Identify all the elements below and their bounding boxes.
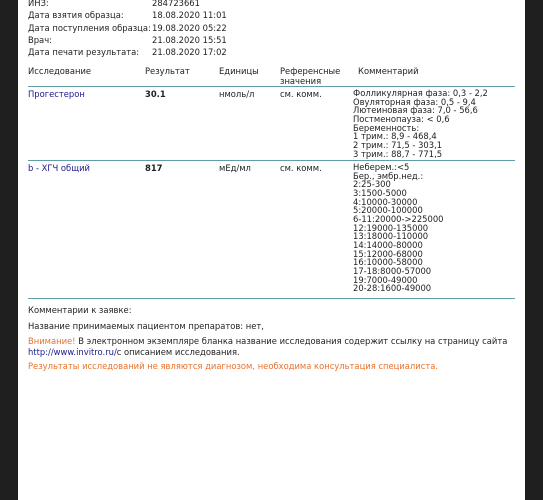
comment-line: 12:19000-135000 [353,222,429,233]
unit: мЕд/мл [219,163,251,173]
sample-taken-value: 18.08.2020 11:01 [152,10,227,20]
comment-line: 4:10000-30000 [353,196,418,207]
comment-line: Лютеиновая фаза: 7,0 - 56,6 [353,105,478,116]
comment-line: Беременность: [353,122,420,133]
comment-line: 3:1500-5000 [353,187,407,198]
col-result: Результат [145,66,190,76]
comment-line: 19:7000-49000 [353,274,418,285]
result-value: 817 [145,163,163,173]
disclaimer: Результаты исследований не являются диагнозом, необходима консультация специалиста. [28,361,438,371]
comment-line: 1 трим.: 8,9 - 468,4 [353,131,437,142]
comment-line: 6-11:20000->225000 [353,213,444,224]
comment-line: Фолликулярная фаза: 0,3 - 2,2 [353,88,488,98]
comment-line: 14:14000-80000 [353,239,423,250]
doctor-value: 21.08.2020 15:51 [152,35,227,45]
sample-received-value: 19.08.2020 05:22 [152,23,227,33]
unit: нмоль/л [219,89,255,99]
print-date-value: 21.08.2020 17:02 [152,47,227,57]
comment-line: 15:12000-68000 [353,248,423,259]
col-units: Единицы [219,66,259,76]
lab-report-sheet [18,0,525,500]
table-bottom-divider [28,298,515,299]
comment-line: 2:25-300 [353,179,391,190]
sample-received-label: Дата поступления образца: [28,23,151,33]
electronic-copy-note [28,336,508,357]
comment-line: Бер., эмбр.нед.: [353,170,424,181]
comment-line: 16:10000-58000 [353,257,423,268]
comment-line: 17-18:8000-57000 [353,265,432,276]
study-name-link[interactable]: Прогестерон [28,89,85,99]
comment-line: 13:18000-110000 [353,231,429,242]
comment-line: 2 трим.: 71,5 - 303,1 [353,139,443,150]
comment-line: Постменопауза: < 0,6 [353,113,450,124]
drugs-note: Название принимаемых пациентом препаратов: нет, [28,321,264,331]
result-value: 30.1 [145,89,166,99]
sample-taken-label: Дата взятия образца: [28,10,124,20]
comment-line: 3 трим.: 88,7 - 771,5 [353,148,443,159]
comment-line: 5:20000-100000 [353,205,423,216]
reference: см. комм. [280,163,322,173]
row-divider [28,160,515,161]
study-name-link[interactable]: b - ХГЧ общий [28,163,90,173]
comment-block [353,89,488,158]
comment-line: Неберем.:<5 [353,162,410,172]
comments-title: Комментарии к заявке: [28,305,132,315]
header-divider [28,86,515,87]
doctor-label: Врач: [28,35,52,45]
col-comment: Комментарий [358,66,419,76]
invitro-link[interactable]: http://www.invitro.ru/ [28,346,117,357]
link-suffix: с описанием исследования. [116,346,240,357]
warning-label: Внимание! [28,336,76,346]
col-study: Исследование [28,66,92,76]
warning-text: В электронном экземпляре бланка название исследования содержит ссылку на страницу сайта [75,336,508,346]
reference: см. комм. [280,89,322,99]
comment-line: Овуляторная фаза: 0,5 - 9,4 [353,96,476,107]
inz-value: 284723661 [152,0,200,8]
inz-label: ИНЗ: [28,0,49,8]
comment-line: 20-28:1600-49000 [353,283,432,294]
col-reference: Референсные значения [280,66,341,86]
print-date-label: Дата печати результата: [28,47,140,57]
comment-block [353,163,443,293]
